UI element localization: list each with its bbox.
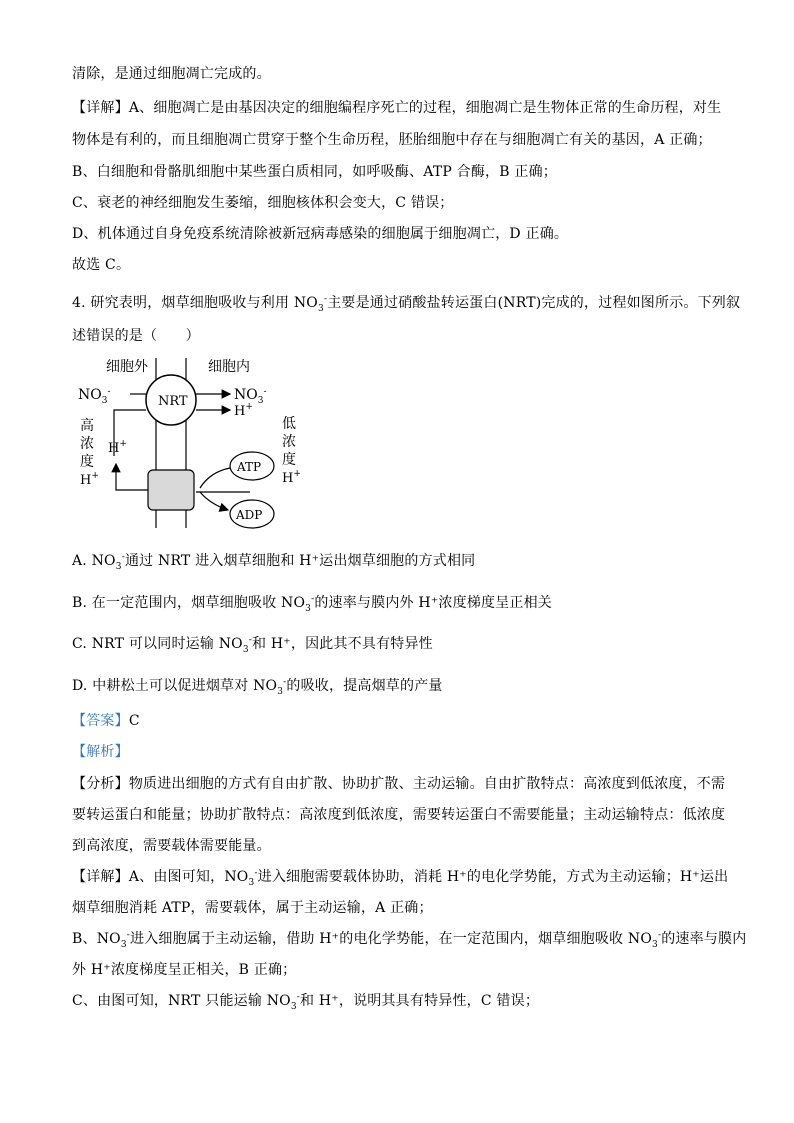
high-conc-char: 高: [80, 418, 94, 434]
no3-outside: $NO_3^-$: [78, 387, 111, 406]
option-a: A. $NO_3^-$通过 NRT 进入烟草细胞和 H⁺运出烟草细胞的方式相同: [72, 552, 476, 572]
h-inside: H+: [234, 402, 253, 419]
no3-inside: $NO_3^-$: [234, 387, 267, 406]
answer-line: [72, 711, 140, 731]
text-line: 要转运蛋白和能量；协助扩散特点：高浓度到低浓度，需要转运蛋白不需要能量；主动运输特点：低浓度: [72, 807, 726, 823]
text-line: [72, 162, 557, 182]
text: D、机体通过自身免疫系统清除被新冠病毒感染的细胞属于细胞凋亡，D 正确。: [72, 226, 569, 242]
label-inside: 细胞内: [208, 359, 250, 375]
text: 主要是通过硝酸盐转运蛋白(NRT)完成的，过程如图所示。下列叙: [327, 295, 741, 311]
answer-value: C: [128, 713, 140, 729]
nrt-transport-diagram: [70, 352, 310, 532]
text-line: 烟草细胞消耗 ATP，需要载体，属于主动运输，A 正确；: [72, 900, 433, 916]
text: 述错误的是（ ）: [72, 328, 200, 344]
text: C、衰老的神经细胞发生萎缩，细胞核体积会变大，C 错误；: [72, 195, 454, 211]
text-line: [72, 255, 130, 275]
text-line: 外 H⁺浓度梯度呈正相关，B 正确；: [72, 962, 297, 978]
text: 故选 C。: [72, 257, 131, 273]
low-conc-char: 浓: [282, 434, 296, 450]
low-conc-char: 低: [282, 416, 296, 432]
h-pump-arrow: [116, 464, 148, 490]
adp-label: ADP: [236, 508, 263, 522]
option-b: B. 在一定范围内，烟草细胞吸收 $NO_3^-$的速率与膜内外 H⁺浓度梯度呈正相关: [72, 594, 553, 614]
text: A、细胞凋亡是由基因决定的细胞编程序死亡的过程，细胞凋亡是生物体正常的生命历程，对生: [128, 100, 722, 116]
text-line: [72, 224, 568, 244]
text: 清除，是通过细胞凋亡完成的。: [72, 66, 271, 82]
atp-arrow: [200, 468, 230, 488]
question-stem: [72, 326, 200, 346]
option-d: D. 中耕松土可以促进烟草对 $NO_3^-$的吸收，提高烟草的产量: [72, 677, 443, 697]
low-conc-char: 度: [282, 452, 296, 468]
question-stem: [72, 293, 740, 313]
answer-label: 【答案】: [72, 713, 129, 729]
text-line: [72, 130, 712, 150]
text-line: B、$NO_3^-$进入细胞属于主动运输，借助 H⁺的电化学势能，在一定范围内，烟草细胞吸收 $NO_3^-$的速率与膜内: [72, 930, 747, 950]
text-line: 到高浓度，需要载体需要能量。: [72, 838, 271, 854]
option-c: C. NRT 可以同时运输 $NO_3^-$和 H⁺，因此其不具有特异性: [72, 635, 433, 655]
atp-label: ATP: [237, 460, 262, 474]
section-label: 【详解】: [72, 100, 129, 116]
text-line: 【分析】物质进出细胞的方式有自由扩散、协助扩散、主动运输。自由扩散特点：高浓度到低浓度，不需: [72, 776, 726, 792]
high-conc-char: H+: [80, 471, 99, 488]
high-conc-char: 度: [80, 454, 94, 470]
nrt-label: NRT: [158, 394, 188, 409]
proton-pump: [148, 470, 194, 510]
superscript: -: [323, 294, 328, 305]
low-conc-char: H+: [282, 469, 301, 486]
text-line: [72, 64, 271, 84]
text-line: [72, 193, 453, 213]
text: 4. 研究表明，烟草细胞吸收与利用 NO: [72, 295, 318, 311]
text-line: C、由图可知，NRT 只能运输 $NO_3^-$和 H⁺，说明其具有特异性，C 错误；: [72, 992, 540, 1012]
h-label: H+: [108, 439, 127, 456]
adp-arrow: [200, 492, 228, 510]
analysis-heading: 【解析】: [72, 744, 129, 760]
subscript: 3: [318, 303, 324, 314]
text-line: 【详解】A、由图可知，$NO_3^-$进入细胞需要载体协助，消耗 H⁺的电化学势能，方式为主动运输；H⁺运出: [72, 868, 729, 888]
text: B、白细胞和骨骼肌细胞中某些蛋白质相同，如呼吸酶、ATP 合酶，B 正确；: [72, 164, 557, 180]
text-line: [72, 98, 721, 118]
label-outside: 细胞外: [106, 359, 148, 375]
text: 物体是有利的，而且细胞凋亡贯穿于整个生命历程，胚胎细胞中存在与细胞凋亡有关的基因，A 正确；: [72, 132, 712, 148]
high-conc-char: 浓: [80, 436, 94, 452]
